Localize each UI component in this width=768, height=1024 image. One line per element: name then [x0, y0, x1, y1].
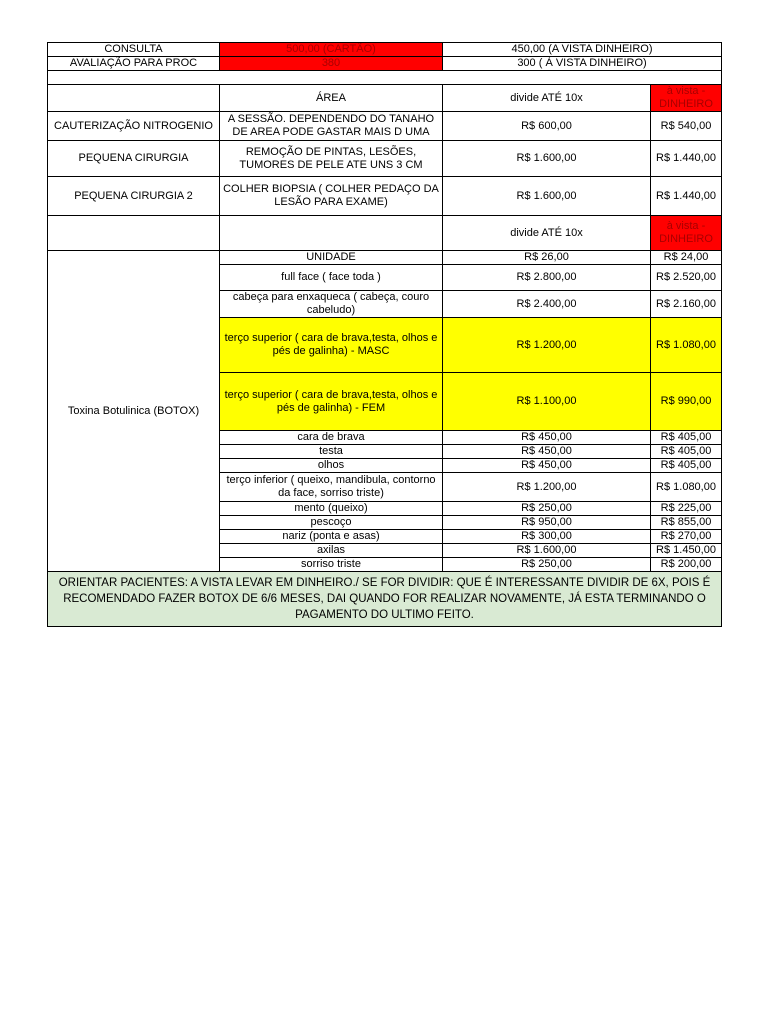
botox-row [48, 251, 722, 265]
botox-divide: R$ 250,00 [443, 502, 651, 516]
header1-empty [48, 85, 220, 112]
botox-divide: R$ 300,00 [443, 530, 651, 544]
procedure-row [48, 177, 722, 216]
botox-divide: R$ 450,00 [443, 431, 651, 445]
header2-empty-area [220, 216, 443, 251]
procedure-divide: R$ 1.600,00 [443, 177, 651, 216]
botox-divide: R$ 1.600,00 [443, 544, 651, 558]
botox-area: pescoço [220, 516, 443, 530]
botox-area: terço superior ( cara de brava,testa, olhos e pés de galinha) - MASC [220, 318, 443, 373]
procedure-vista: R$ 1.440,00 [651, 141, 722, 177]
procedure-divide: R$ 1.600,00 [443, 141, 651, 177]
header-row-2 [48, 216, 722, 251]
avaliacao-label: AVALIAÇÃO PARA PROC [48, 57, 220, 71]
procedure-vista: R$ 1.440,00 [651, 177, 722, 216]
botox-vista: R$ 24,00 [651, 251, 722, 265]
botox-vista: R$ 2.160,00 [651, 291, 722, 318]
consulta-label: CONSULTA [48, 43, 220, 57]
botox-area: testa [220, 445, 443, 459]
avaliacao-cash-price: 300 ( À VISTA DINHEIRO) [443, 57, 722, 71]
row-consulta [48, 43, 722, 57]
botox-divide: R$ 26,00 [443, 251, 651, 265]
procedure-vista: R$ 540,00 [651, 112, 722, 141]
botox-vista: R$ 225,00 [651, 502, 722, 516]
botox-area: cara de brava [220, 431, 443, 445]
price-table [47, 42, 722, 627]
header1-area: ÁREA [220, 85, 443, 112]
spacer-cell [48, 71, 722, 85]
botox-divide: R$ 450,00 [443, 459, 651, 473]
header1-divide: divide ATÉ 10x [443, 85, 651, 112]
botox-area: cabeça para enxaqueca ( cabeça, couro cabeludo) [220, 291, 443, 318]
price-sheet [47, 42, 721, 627]
botox-vista: R$ 1.080,00 [651, 318, 722, 373]
procedure-name: CAUTERIZAÇÃO NITROGENIO [48, 112, 220, 141]
procedure-area: REMOÇÃO DE PINTAS, LESÕES, TUMORES DE PELE ATE UNS 3 CM [220, 141, 443, 177]
botox-area: olhos [220, 459, 443, 473]
botox-divide: R$ 950,00 [443, 516, 651, 530]
avaliacao-card-price: 380 [220, 57, 443, 71]
procedure-row [48, 141, 722, 177]
row-avaliacao [48, 57, 722, 71]
botox-area: full face ( face toda ) [220, 265, 443, 291]
botox-vista: R$ 1.450,00 [651, 544, 722, 558]
botox-vista: R$ 990,00 [651, 373, 722, 431]
header2-divide: divide ATÉ 10x [443, 216, 651, 251]
botox-divide: R$ 1.200,00 [443, 473, 651, 502]
procedure-name: PEQUENA CIRURGIA 2 [48, 177, 220, 216]
botox-divide: R$ 2.400,00 [443, 291, 651, 318]
botox-divide: R$ 1.100,00 [443, 373, 651, 431]
consulta-cash-price: 450,00 (A VISTA DINHEIRO) [443, 43, 722, 57]
patient-guidance-note: ORIENTAR PACIENTES: A VISTA LEVAR EM DINHEIRO./ SE FOR DIVIDIR: QUE É INTERESSANTE DIVIDIR DE 6X, POIS É RECOMENDADO FAZER BOTOX DE 6/6 MESES, DAI QUANDO FOR REALIZAR NOVAMENTE, JÁ ESTA TERMINANDO O PAGAMENTO DO ULTIMO FEITO. [48, 572, 722, 627]
botox-divide: R$ 1.200,00 [443, 318, 651, 373]
botox-area: terço inferior ( queixo, mandibula, contorno da face, sorriso triste) [220, 473, 443, 502]
botox-area: axilas [220, 544, 443, 558]
procedure-name: PEQUENA CIRURGIA [48, 141, 220, 177]
procedure-area: A SESSÃO. DEPENDENDO DO TANAHO DE AREA PODE GASTAR MAIS D UMA [220, 112, 443, 141]
botox-vista: R$ 405,00 [651, 431, 722, 445]
botox-vista: R$ 405,00 [651, 445, 722, 459]
header-row-1 [48, 85, 722, 112]
procedure-divide: R$ 600,00 [443, 112, 651, 141]
botox-area: UNIDADE [220, 251, 443, 265]
header2-vista: à vista - DINHEIRO [651, 216, 722, 251]
botox-name: Toxina Botulinica (BOTOX) [48, 251, 220, 572]
consulta-card-price: 500,00 (CARTÃO) [220, 43, 443, 57]
row-spacer [48, 71, 722, 85]
botox-vista: R$ 2.520,00 [651, 265, 722, 291]
botox-area: mento (queixo) [220, 502, 443, 516]
botox-vista: R$ 270,00 [651, 530, 722, 544]
botox-divide: R$ 2.800,00 [443, 265, 651, 291]
botox-vista: R$ 405,00 [651, 459, 722, 473]
procedure-area: COLHER BIOPSIA ( COLHER PEDAÇO DA LESÃO PARA EXAME) [220, 177, 443, 216]
header2-empty [48, 216, 220, 251]
procedure-row [48, 112, 722, 141]
note-row [48, 572, 722, 627]
botox-divide: R$ 250,00 [443, 558, 651, 572]
botox-area: sorriso triste [220, 558, 443, 572]
botox-area: terço superior ( cara de brava,testa, olhos e pés de galinha) - FEM [220, 373, 443, 431]
botox-divide: R$ 450,00 [443, 445, 651, 459]
botox-area: nariz (ponta e asas) [220, 530, 443, 544]
botox-vista: R$ 1.080,00 [651, 473, 722, 502]
header1-vista: à vista - DINHEIRO [651, 85, 722, 112]
botox-vista: R$ 200,00 [651, 558, 722, 572]
botox-vista: R$ 855,00 [651, 516, 722, 530]
